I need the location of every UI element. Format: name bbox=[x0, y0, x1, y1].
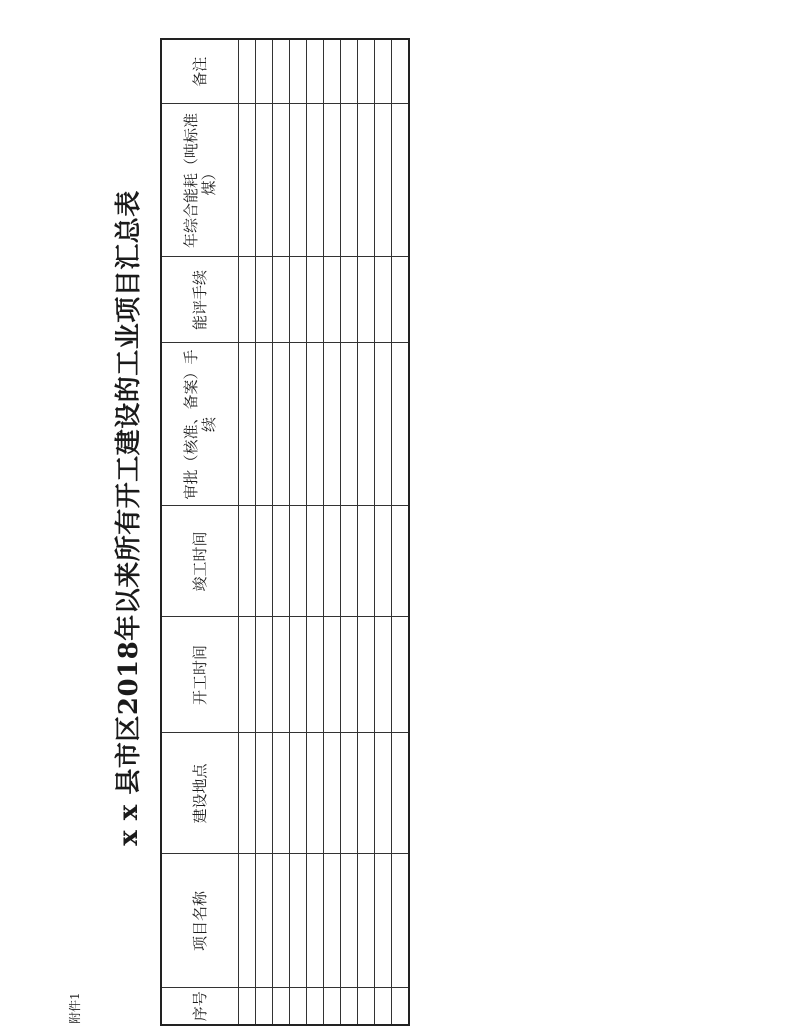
table-cell bbox=[256, 733, 273, 854]
col-header-remarks: 备注 bbox=[161, 39, 239, 104]
table-cell bbox=[358, 988, 375, 1025]
table-cell bbox=[239, 988, 256, 1025]
table-cell bbox=[341, 617, 358, 733]
table-cell bbox=[290, 617, 307, 733]
table-cell bbox=[290, 506, 307, 617]
table-cell bbox=[324, 39, 341, 104]
table-cell bbox=[324, 343, 341, 506]
table-cell bbox=[273, 617, 290, 733]
table-header-row bbox=[161, 39, 239, 1025]
table-cell bbox=[324, 617, 341, 733]
table-cell bbox=[358, 617, 375, 733]
table-cell bbox=[341, 506, 358, 617]
table-cell bbox=[392, 854, 410, 988]
table-cell bbox=[239, 39, 256, 104]
table-cell bbox=[273, 343, 290, 506]
table-cell bbox=[375, 39, 392, 104]
table-cell bbox=[239, 854, 256, 988]
col-header-completion-date: 竣工时间 bbox=[161, 506, 239, 617]
table-cell bbox=[273, 988, 290, 1025]
table-cell bbox=[239, 343, 256, 506]
table-cell bbox=[392, 104, 410, 257]
table-cell bbox=[307, 988, 324, 1025]
table-cell bbox=[239, 257, 256, 343]
table-cell bbox=[324, 854, 341, 988]
table-cell bbox=[358, 854, 375, 988]
table-cell bbox=[392, 617, 410, 733]
table-cell bbox=[256, 39, 273, 104]
table-cell bbox=[341, 854, 358, 988]
table-cell bbox=[324, 733, 341, 854]
table-cell bbox=[392, 733, 410, 854]
table-row bbox=[375, 39, 392, 1025]
table-row bbox=[307, 39, 324, 1025]
table-row bbox=[358, 39, 375, 1025]
document-title: x x 县市区2018年以来所有开工建设的工业项目汇总表 bbox=[114, 190, 144, 846]
table-row bbox=[324, 39, 341, 1025]
table-cell bbox=[324, 257, 341, 343]
table-cell bbox=[307, 617, 324, 733]
table-cell bbox=[273, 39, 290, 104]
table-cell bbox=[358, 104, 375, 257]
table-cell bbox=[392, 39, 410, 104]
table-cell bbox=[375, 617, 392, 733]
table-row bbox=[239, 39, 256, 1025]
table-body bbox=[239, 39, 410, 1025]
table-cell bbox=[290, 39, 307, 104]
table-cell bbox=[358, 343, 375, 506]
table-cell bbox=[341, 343, 358, 506]
table-cell bbox=[341, 39, 358, 104]
col-header-energy-review: 能评手续 bbox=[161, 257, 239, 343]
table-cell bbox=[239, 733, 256, 854]
table-cell bbox=[358, 733, 375, 854]
table-cell bbox=[341, 257, 358, 343]
table-cell bbox=[256, 343, 273, 506]
table-cell bbox=[358, 506, 375, 617]
table-cell bbox=[324, 988, 341, 1025]
table-row bbox=[392, 39, 410, 1025]
table-cell bbox=[324, 506, 341, 617]
table-cell bbox=[256, 617, 273, 733]
table-cell bbox=[307, 854, 324, 988]
col-header-project-name: 项目名称 bbox=[161, 854, 239, 988]
table-cell bbox=[307, 733, 324, 854]
col-header-energy-consumption: 年综合能耗（吨标准煤） bbox=[161, 104, 239, 257]
col-header-start-date: 开工时间 bbox=[161, 617, 239, 733]
table-cell bbox=[341, 733, 358, 854]
table-cell bbox=[375, 854, 392, 988]
table-row bbox=[256, 39, 273, 1025]
table-cell bbox=[290, 988, 307, 1025]
table-cell bbox=[256, 104, 273, 257]
table-cell bbox=[375, 733, 392, 854]
table-cell bbox=[375, 506, 392, 617]
table-cell bbox=[375, 343, 392, 506]
col-header-location: 建设地点 bbox=[161, 733, 239, 854]
table-cell bbox=[239, 617, 256, 733]
table-cell bbox=[290, 854, 307, 988]
table-cell bbox=[358, 257, 375, 343]
table-cell bbox=[273, 506, 290, 617]
table-row bbox=[341, 39, 358, 1025]
table-row bbox=[290, 39, 307, 1025]
table-cell bbox=[307, 39, 324, 104]
table-cell bbox=[290, 104, 307, 257]
table-cell bbox=[256, 854, 273, 988]
table-cell bbox=[341, 988, 358, 1025]
table-cell bbox=[307, 104, 324, 257]
table-cell bbox=[307, 506, 324, 617]
table-row bbox=[273, 39, 290, 1025]
table-cell bbox=[392, 506, 410, 617]
table-cell bbox=[392, 257, 410, 343]
attachment-label: 附件1 bbox=[68, 992, 82, 1024]
col-header-approval: 审批（核准、备案）手续 bbox=[161, 343, 239, 506]
table-cell bbox=[392, 343, 410, 506]
table-cell bbox=[307, 257, 324, 343]
col-header-seq: 序号 bbox=[161, 988, 239, 1025]
table-cell bbox=[392, 988, 410, 1025]
table-cell bbox=[341, 104, 358, 257]
table-cell bbox=[375, 104, 392, 257]
table-cell bbox=[290, 733, 307, 854]
table-cell bbox=[239, 104, 256, 257]
table-cell bbox=[273, 854, 290, 988]
table-cell bbox=[239, 506, 256, 617]
table-cell bbox=[324, 104, 341, 257]
table-cell bbox=[256, 988, 273, 1025]
table-cell bbox=[307, 343, 324, 506]
table-cell bbox=[256, 506, 273, 617]
table-cell bbox=[273, 733, 290, 854]
table-cell bbox=[358, 39, 375, 104]
table-cell bbox=[290, 343, 307, 506]
table-cell bbox=[375, 257, 392, 343]
summary-table bbox=[160, 38, 410, 1026]
table-cell bbox=[290, 257, 307, 343]
table-cell bbox=[375, 988, 392, 1025]
table-cell bbox=[256, 257, 273, 343]
table-cell bbox=[273, 257, 290, 343]
table-cell bbox=[273, 104, 290, 257]
